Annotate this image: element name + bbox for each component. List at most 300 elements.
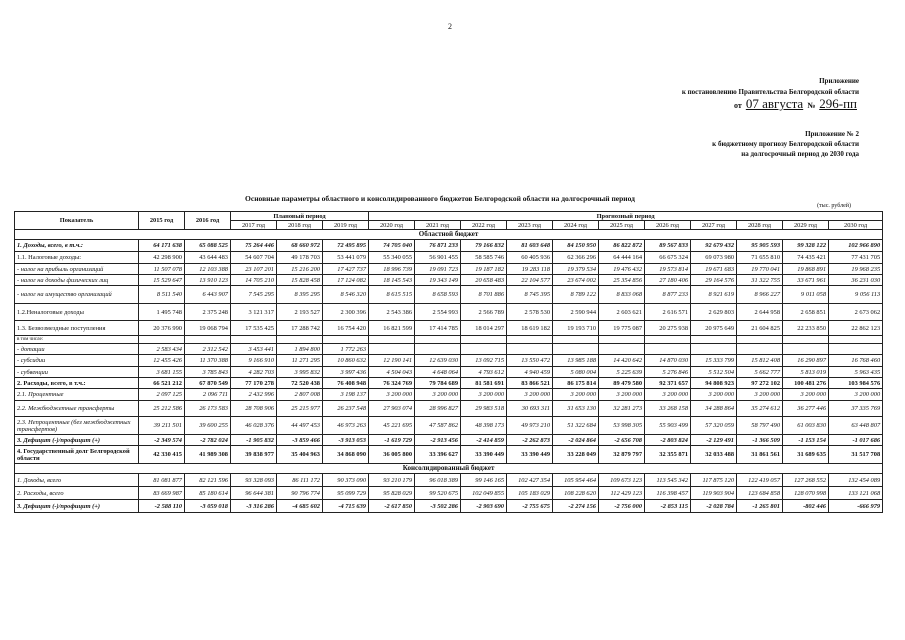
- row-label: 3. Дефицит (-)/профицит (+): [15, 500, 139, 513]
- appendix-decree-line: к постановлению Правительства Белгородской области: [681, 88, 859, 96]
- table-cell: 12 190 141: [369, 355, 415, 367]
- table-cell: -666 979: [829, 500, 883, 513]
- header-indicator: Показатель: [15, 212, 139, 230]
- header-year: 2030 год: [829, 221, 883, 230]
- table-cell: -1 153 154: [783, 435, 829, 446]
- appendix-from-label: от: [734, 101, 742, 110]
- table-cell: 81 603 648: [507, 240, 553, 252]
- table-cell: -1 265 801: [737, 500, 783, 513]
- table-cell: 43 644 483: [185, 252, 231, 264]
- table-cell: -2 913 456: [415, 435, 461, 446]
- table-cell: 8 615 515: [369, 286, 415, 304]
- table-cell: 20 376 990: [139, 321, 185, 336]
- table-cell: [185, 336, 231, 344]
- table-cell: 47 587 862: [415, 417, 461, 435]
- table-cell: 28 708 906: [231, 401, 277, 417]
- table-cell: 4 504 043: [369, 367, 415, 378]
- table-cell: 2 603 621: [599, 304, 645, 321]
- table-cell: 4 793 612: [461, 367, 507, 378]
- table-cell: 69 073 980: [691, 252, 737, 264]
- table-cell: [139, 336, 185, 344]
- table-cell: 79 166 832: [461, 240, 507, 252]
- table-row: [15, 344, 883, 355]
- row-label: в том числе:: [15, 336, 139, 344]
- table-cell: 33 228 049: [553, 446, 599, 464]
- row-label: - налог на прибыль организаций: [15, 264, 139, 275]
- row-label: 2.3. Непроцентные (без межбюджетных трансфертов): [15, 417, 139, 435]
- table-cell: 15 812 408: [737, 355, 783, 367]
- table-cell: 3 681 155: [139, 367, 185, 378]
- table-cell: 32 879 797: [599, 446, 645, 464]
- table-cell: -3 502 286: [415, 500, 461, 513]
- header-year: 2023 год: [507, 221, 553, 230]
- table-cell: -3 316 286: [231, 500, 277, 513]
- table-cell: -1 366 509: [737, 435, 783, 446]
- table-cell: 77 431 705: [829, 252, 883, 264]
- table-cell: [231, 336, 277, 344]
- table-cell: 19 068 794: [185, 321, 231, 336]
- table-cell: 32 355 871: [645, 446, 691, 464]
- table-cell: 102 427 354: [507, 474, 553, 487]
- table-cell: 8 877 233: [645, 286, 691, 304]
- table-cell: 99 146 165: [461, 474, 507, 487]
- table-cell: 25 212 586: [139, 401, 185, 417]
- table-cell: 8 966 227: [737, 286, 783, 304]
- table-cell: 26 173 583: [185, 401, 231, 417]
- table-cell: 5 963 435: [829, 367, 883, 378]
- table-cell: 39 211 501: [139, 417, 185, 435]
- table-row: [15, 264, 883, 275]
- table-cell: 132 454 089: [829, 474, 883, 487]
- table-cell: 36 277 446: [783, 401, 829, 417]
- table-cell: [783, 344, 829, 355]
- table-row: [15, 355, 883, 367]
- table-cell: 53 441 079: [323, 252, 369, 264]
- table-cell: 15 828 458: [277, 275, 323, 286]
- table-cell: 3 200 000: [691, 389, 737, 401]
- table-cell: 2 300 396: [323, 304, 369, 321]
- table-cell: 3 200 000: [369, 389, 415, 401]
- table-cell: 63 448 807: [829, 417, 883, 435]
- table-cell: 25 354 856: [599, 275, 645, 286]
- table-cell: 72 520 438: [277, 378, 323, 389]
- table-cell: 2 583 434: [139, 344, 185, 355]
- table-cell: 9 011 058: [783, 286, 829, 304]
- table-cell: 2 644 958: [737, 304, 783, 321]
- table-row: [15, 500, 883, 513]
- table-cell: -2 129 491: [691, 435, 737, 446]
- table-cell: 116 398 457: [645, 487, 691, 500]
- table-cell: [737, 336, 783, 344]
- table-cell: 64 171 638: [139, 240, 185, 252]
- table-cell: 60 405 936: [507, 252, 553, 264]
- table-cell: -2 349 574: [139, 435, 185, 446]
- table-cell: 74 705 040: [369, 240, 415, 252]
- table-cell: 16 821 599: [369, 321, 415, 336]
- table-cell: [415, 344, 461, 355]
- table-cell: -2 803 824: [645, 435, 691, 446]
- table-cell: 3 198 137: [323, 389, 369, 401]
- table-cell: 65 088 525: [185, 240, 231, 252]
- table-cell: 19 187 182: [461, 264, 507, 275]
- table-cell: 81 081 877: [139, 474, 185, 487]
- table-cell: 54 607 704: [231, 252, 277, 264]
- table-cell: 86 822 872: [599, 240, 645, 252]
- table-cell: [277, 336, 323, 344]
- table-cell: 41 989 308: [185, 446, 231, 464]
- table-cell: 34 868 090: [323, 446, 369, 464]
- table-cell: 92 371 657: [645, 378, 691, 389]
- table-cell: 4 648 064: [415, 367, 461, 378]
- table-cell: 79 784 689: [415, 378, 461, 389]
- table-cell: 3 200 000: [599, 389, 645, 401]
- table-cell: [783, 336, 829, 344]
- table-cell: 33 390 449: [507, 446, 553, 464]
- table-cell: 32 281 273: [599, 401, 645, 417]
- table-cell: 17 124 082: [323, 275, 369, 286]
- table-cell: 3 200 000: [737, 389, 783, 401]
- table-row: [15, 252, 883, 264]
- section-heading: Консолидированный бюджет: [15, 464, 883, 474]
- header-year: 2028 год: [737, 221, 783, 230]
- table-cell: 76 871 233: [415, 240, 461, 252]
- table-cell: 5 813 019: [783, 367, 829, 378]
- table-cell: 27 903 074: [369, 401, 415, 417]
- table-cell: 16 290 897: [783, 355, 829, 367]
- header-year: 2026 год: [645, 221, 691, 230]
- table-cell: 96 644 381: [231, 487, 277, 500]
- table-cell: 62 366 296: [553, 252, 599, 264]
- table-cell: 39 838 977: [231, 446, 277, 464]
- table-cell: 3 121 317: [231, 304, 277, 321]
- table-cell: 30 693 311: [507, 401, 553, 417]
- table-cell: 3 785 843: [185, 367, 231, 378]
- table-cell: 67 870 549: [185, 378, 231, 389]
- table-row: [15, 435, 883, 446]
- table-cell: 86 111 172: [277, 474, 323, 487]
- table-cell: 3 200 000: [461, 389, 507, 401]
- table-cell: [507, 344, 553, 355]
- table-cell: 39 600 255: [185, 417, 231, 435]
- table-cell: 1 772 263: [323, 344, 369, 355]
- table-row: [15, 275, 883, 286]
- table-cell: 123 684 858: [737, 487, 783, 500]
- table-cell: 46 028 376: [231, 417, 277, 435]
- table-cell: -4 715 639: [323, 500, 369, 513]
- table-cell: 49 973 210: [507, 417, 553, 435]
- table-cell: 33 268 158: [645, 401, 691, 417]
- table-cell: [461, 336, 507, 344]
- table-cell: 77 170 278: [231, 378, 277, 389]
- table-cell: 20 658 483: [461, 275, 507, 286]
- table-cell: 68 660 972: [277, 240, 323, 252]
- table-cell: 33 390 449: [461, 446, 507, 464]
- table-cell: 19 671 683: [691, 264, 737, 275]
- table-cell: 13 092 715: [461, 355, 507, 367]
- table-cell: 75 264 446: [231, 240, 277, 252]
- table-cell: 58 797 490: [737, 417, 783, 435]
- table-cell: 19 775 087: [599, 321, 645, 336]
- appendix-date: 07 августа: [745, 96, 804, 111]
- appendix2-line1: к бюджетному прогнозу Белгородской области: [712, 140, 859, 148]
- table-row: [15, 389, 883, 401]
- header-year: 2019 год: [323, 221, 369, 230]
- table-row: [15, 304, 883, 321]
- table-cell: 2 590 944: [553, 304, 599, 321]
- table-cell: 108 228 620: [553, 487, 599, 500]
- table-cell: 66 675 324: [645, 252, 691, 264]
- table-cell: 6 443 907: [185, 286, 231, 304]
- table-cell: -2 755 675: [507, 500, 553, 513]
- table-cell: 46 973 263: [323, 417, 369, 435]
- table-cell: -2 262 873: [507, 435, 553, 446]
- table-cell: 3 200 000: [783, 389, 829, 401]
- row-label: 1.3. Безвозмездные поступления: [15, 321, 139, 336]
- table-cell: 2 616 571: [645, 304, 691, 321]
- table-cell: -1 017 686: [829, 435, 883, 446]
- table-cell: 36 005 800: [369, 446, 415, 464]
- table-cell: [461, 344, 507, 355]
- table-cell: [645, 336, 691, 344]
- row-label: 1.1. Налоговые доходы:: [15, 252, 139, 264]
- row-label: - субсидии: [15, 355, 139, 367]
- header-year: 2018 год: [277, 221, 323, 230]
- table-cell: [645, 344, 691, 355]
- row-label: 1. Доходы, всего, в т.ч.:: [15, 240, 139, 252]
- table-cell: 36 231 030: [829, 275, 883, 286]
- table-cell: 17 535 425: [231, 321, 277, 336]
- table-cell: 89 479 580: [599, 378, 645, 389]
- table-cell: 15 333 799: [691, 355, 737, 367]
- table-cell: 64 444 164: [599, 252, 645, 264]
- table-row: [15, 240, 883, 252]
- header-2016: 2016 год: [185, 212, 231, 230]
- row-label: 2.1. Процентные: [15, 389, 139, 401]
- table-cell: [415, 336, 461, 344]
- table-cell: 3 200 000: [415, 389, 461, 401]
- table-cell: 49 178 703: [277, 252, 323, 264]
- table-cell: -2 617 850: [369, 500, 415, 513]
- table-cell: 34 288 864: [691, 401, 737, 417]
- table-cell: 15 216 200: [277, 264, 323, 275]
- table-cell: 17 288 742: [277, 321, 323, 336]
- row-label: 2.2. Межбюджетные трансферты: [15, 401, 139, 417]
- table-cell: 97 272 102: [737, 378, 783, 389]
- table-cell: 4 940 459: [507, 367, 553, 378]
- row-label: - дотации: [15, 344, 139, 355]
- table-cell: 84 150 950: [553, 240, 599, 252]
- row-label: 2. Расходы, всего, в т.ч.:: [15, 378, 139, 389]
- table-cell: 16 768 460: [829, 355, 883, 367]
- table-cell: -2 782 024: [185, 435, 231, 446]
- table-cell: [829, 344, 883, 355]
- table-cell: 93 210 179: [369, 474, 415, 487]
- appendix-title: Приложение: [819, 77, 859, 85]
- table-cell: 35 274 612: [737, 401, 783, 417]
- header-year: 2017 год: [231, 221, 277, 230]
- row-label: 3. Дефицит (-)/профицит (+): [15, 435, 139, 446]
- table-cell: [369, 344, 415, 355]
- table-row: [15, 286, 883, 304]
- table-cell: 58 585 746: [461, 252, 507, 264]
- row-label: - налог на доходы физических лиц: [15, 275, 139, 286]
- table-cell: [507, 336, 553, 344]
- table-row: [15, 336, 883, 344]
- table-cell: 2 554 993: [415, 304, 461, 321]
- document-title: Основные параметры областного и консолидированного бюджетов Белгородской области на долгосрочный период: [245, 194, 635, 203]
- table-cell: 105 183 029: [507, 487, 553, 500]
- table-cell: 19 379 534: [553, 264, 599, 275]
- table-cell: 93 328 093: [231, 474, 277, 487]
- table-cell: 3 200 000: [553, 389, 599, 401]
- table-cell: 12 103 388: [185, 264, 231, 275]
- table-cell: 8 546 320: [323, 286, 369, 304]
- table-cell: 45 221 695: [369, 417, 415, 435]
- table-cell: [369, 336, 415, 344]
- table-cell: -2 028 784: [691, 500, 737, 513]
- table-cell: 25 215 977: [277, 401, 323, 417]
- table-cell: 19 968 235: [829, 264, 883, 275]
- table-cell: 2 312 542: [185, 344, 231, 355]
- appendix2-block: [599, 129, 859, 159]
- appendix-date-line: [599, 98, 859, 111]
- table-cell: 19 476 432: [599, 264, 645, 275]
- table-cell: 3 200 000: [645, 389, 691, 401]
- table-cell: 19 091 723: [415, 264, 461, 275]
- table-row: [15, 474, 883, 487]
- table-cell: 100 481 276: [783, 378, 829, 389]
- table-cell: 5 662 777: [737, 367, 783, 378]
- table-cell: 96 018 389: [415, 474, 461, 487]
- table-cell: 12 639 030: [415, 355, 461, 367]
- table-cell: 92 679 432: [691, 240, 737, 252]
- header-2015: 2015 год: [139, 212, 185, 230]
- table-cell: 31 861 561: [737, 446, 783, 464]
- table-cell: 2 432 996: [231, 389, 277, 401]
- table-cell: [599, 336, 645, 344]
- table-cell: -2 588 110: [139, 500, 185, 513]
- table-cell: 22 104 577: [507, 275, 553, 286]
- table-row: [15, 446, 883, 464]
- table-cell: 76 408 948: [323, 378, 369, 389]
- table-cell: 94 808 923: [691, 378, 737, 389]
- appendix-number: 296-пп: [819, 96, 857, 111]
- table-cell: 8 745 395: [507, 286, 553, 304]
- table-cell: -3 059 018: [185, 500, 231, 513]
- table-cell: 133 121 068: [829, 487, 883, 500]
- table-cell: 95 099 729: [323, 487, 369, 500]
- appendix2-title: Приложение № 2: [805, 130, 859, 138]
- appendix-number-label: №: [807, 101, 816, 110]
- table-cell: 113 545 342: [645, 474, 691, 487]
- table-cell: 57 320 059: [691, 417, 737, 435]
- table-cell: 26 237 548: [323, 401, 369, 417]
- header-year: 2027 год: [691, 221, 737, 230]
- table-cell: 119 903 904: [691, 487, 737, 500]
- table-cell: 31 517 708: [829, 446, 883, 464]
- table-cell: [323, 336, 369, 344]
- table-cell: 17 414 785: [415, 321, 461, 336]
- table-cell: 28 996 827: [415, 401, 461, 417]
- header-forecast-period: Прогнозный период: [369, 212, 883, 221]
- table-cell: [599, 344, 645, 355]
- table-cell: 33 396 627: [415, 446, 461, 464]
- table-cell: 99 328 122: [783, 240, 829, 252]
- table-cell: 14 420 642: [599, 355, 645, 367]
- appendix-block: [599, 76, 859, 111]
- table-cell: 42 298 900: [139, 252, 185, 264]
- table-cell: 2 375 248: [185, 304, 231, 321]
- table-cell: 29 164 576: [691, 275, 737, 286]
- table-cell: 55 340 055: [369, 252, 415, 264]
- table-cell: 2 578 530: [507, 304, 553, 321]
- table-cell: 5 512 504: [691, 367, 737, 378]
- table-cell: 17 427 737: [323, 264, 369, 275]
- table-cell: -2 756 000: [599, 500, 645, 513]
- table-cell: 53 998 305: [599, 417, 645, 435]
- header-year: 2022 год: [461, 221, 507, 230]
- table-cell: 29 983 518: [461, 401, 507, 417]
- table-cell: 90 796 774: [277, 487, 323, 500]
- table-cell: [691, 336, 737, 344]
- table-row: [15, 487, 883, 500]
- table-cell: 85 180 614: [185, 487, 231, 500]
- table-cell: 4 282 703: [231, 367, 277, 378]
- table-cell: 2 629 803: [691, 304, 737, 321]
- budget-table: [14, 211, 883, 513]
- table-cell: 8 701 886: [461, 286, 507, 304]
- table-cell: 81 581 691: [461, 378, 507, 389]
- header-planned-period: Плановый период: [231, 212, 369, 221]
- table-cell: 9 056 113: [829, 286, 883, 304]
- table-cell: 3 997 436: [323, 367, 369, 378]
- table-cell: 31 653 130: [553, 401, 599, 417]
- table-cell: [553, 344, 599, 355]
- table-cell: 11 370 388: [185, 355, 231, 367]
- header-year: 2029 год: [783, 221, 829, 230]
- table-cell: 11 271 295: [277, 355, 323, 367]
- table-cell: 2 673 062: [829, 304, 883, 321]
- table-cell: -3 859 466: [277, 435, 323, 446]
- table-cell: 72 495 895: [323, 240, 369, 252]
- table-cell: 19 770 041: [737, 264, 783, 275]
- table-cell: -1 619 729: [369, 435, 415, 446]
- table-cell: 5 080 004: [553, 367, 599, 378]
- row-label: 4. Государственный долг Белгородской области: [15, 446, 139, 464]
- table-cell: 42 330 415: [139, 446, 185, 464]
- table-cell: 21 604 825: [737, 321, 783, 336]
- row-label: - налог на имущество организаций: [15, 286, 139, 304]
- table-cell: 19 343 149: [415, 275, 461, 286]
- table-cell: 105 954 464: [553, 474, 599, 487]
- row-label: 1. Доходы, всего: [15, 474, 139, 487]
- table-cell: -2 274 156: [553, 500, 599, 513]
- table-cell: 90 373 090: [323, 474, 369, 487]
- table-cell: 7 545 295: [231, 286, 277, 304]
- table-cell: 99 520 675: [415, 487, 461, 500]
- table-cell: 19 193 710: [553, 321, 599, 336]
- table-cell: 31 322 755: [737, 275, 783, 286]
- table-cell: 89 567 833: [645, 240, 691, 252]
- table-cell: [829, 336, 883, 344]
- table-cell: [737, 344, 783, 355]
- table-cell: 16 754 420: [323, 321, 369, 336]
- row-label: 2. Расходы, всего: [15, 487, 139, 500]
- table-cell: 1 894 800: [277, 344, 323, 355]
- table-cell: 2 193 527: [277, 304, 323, 321]
- row-label: 1.2.Неналоговые доходы: [15, 304, 139, 321]
- header-year: 2025 год: [599, 221, 645, 230]
